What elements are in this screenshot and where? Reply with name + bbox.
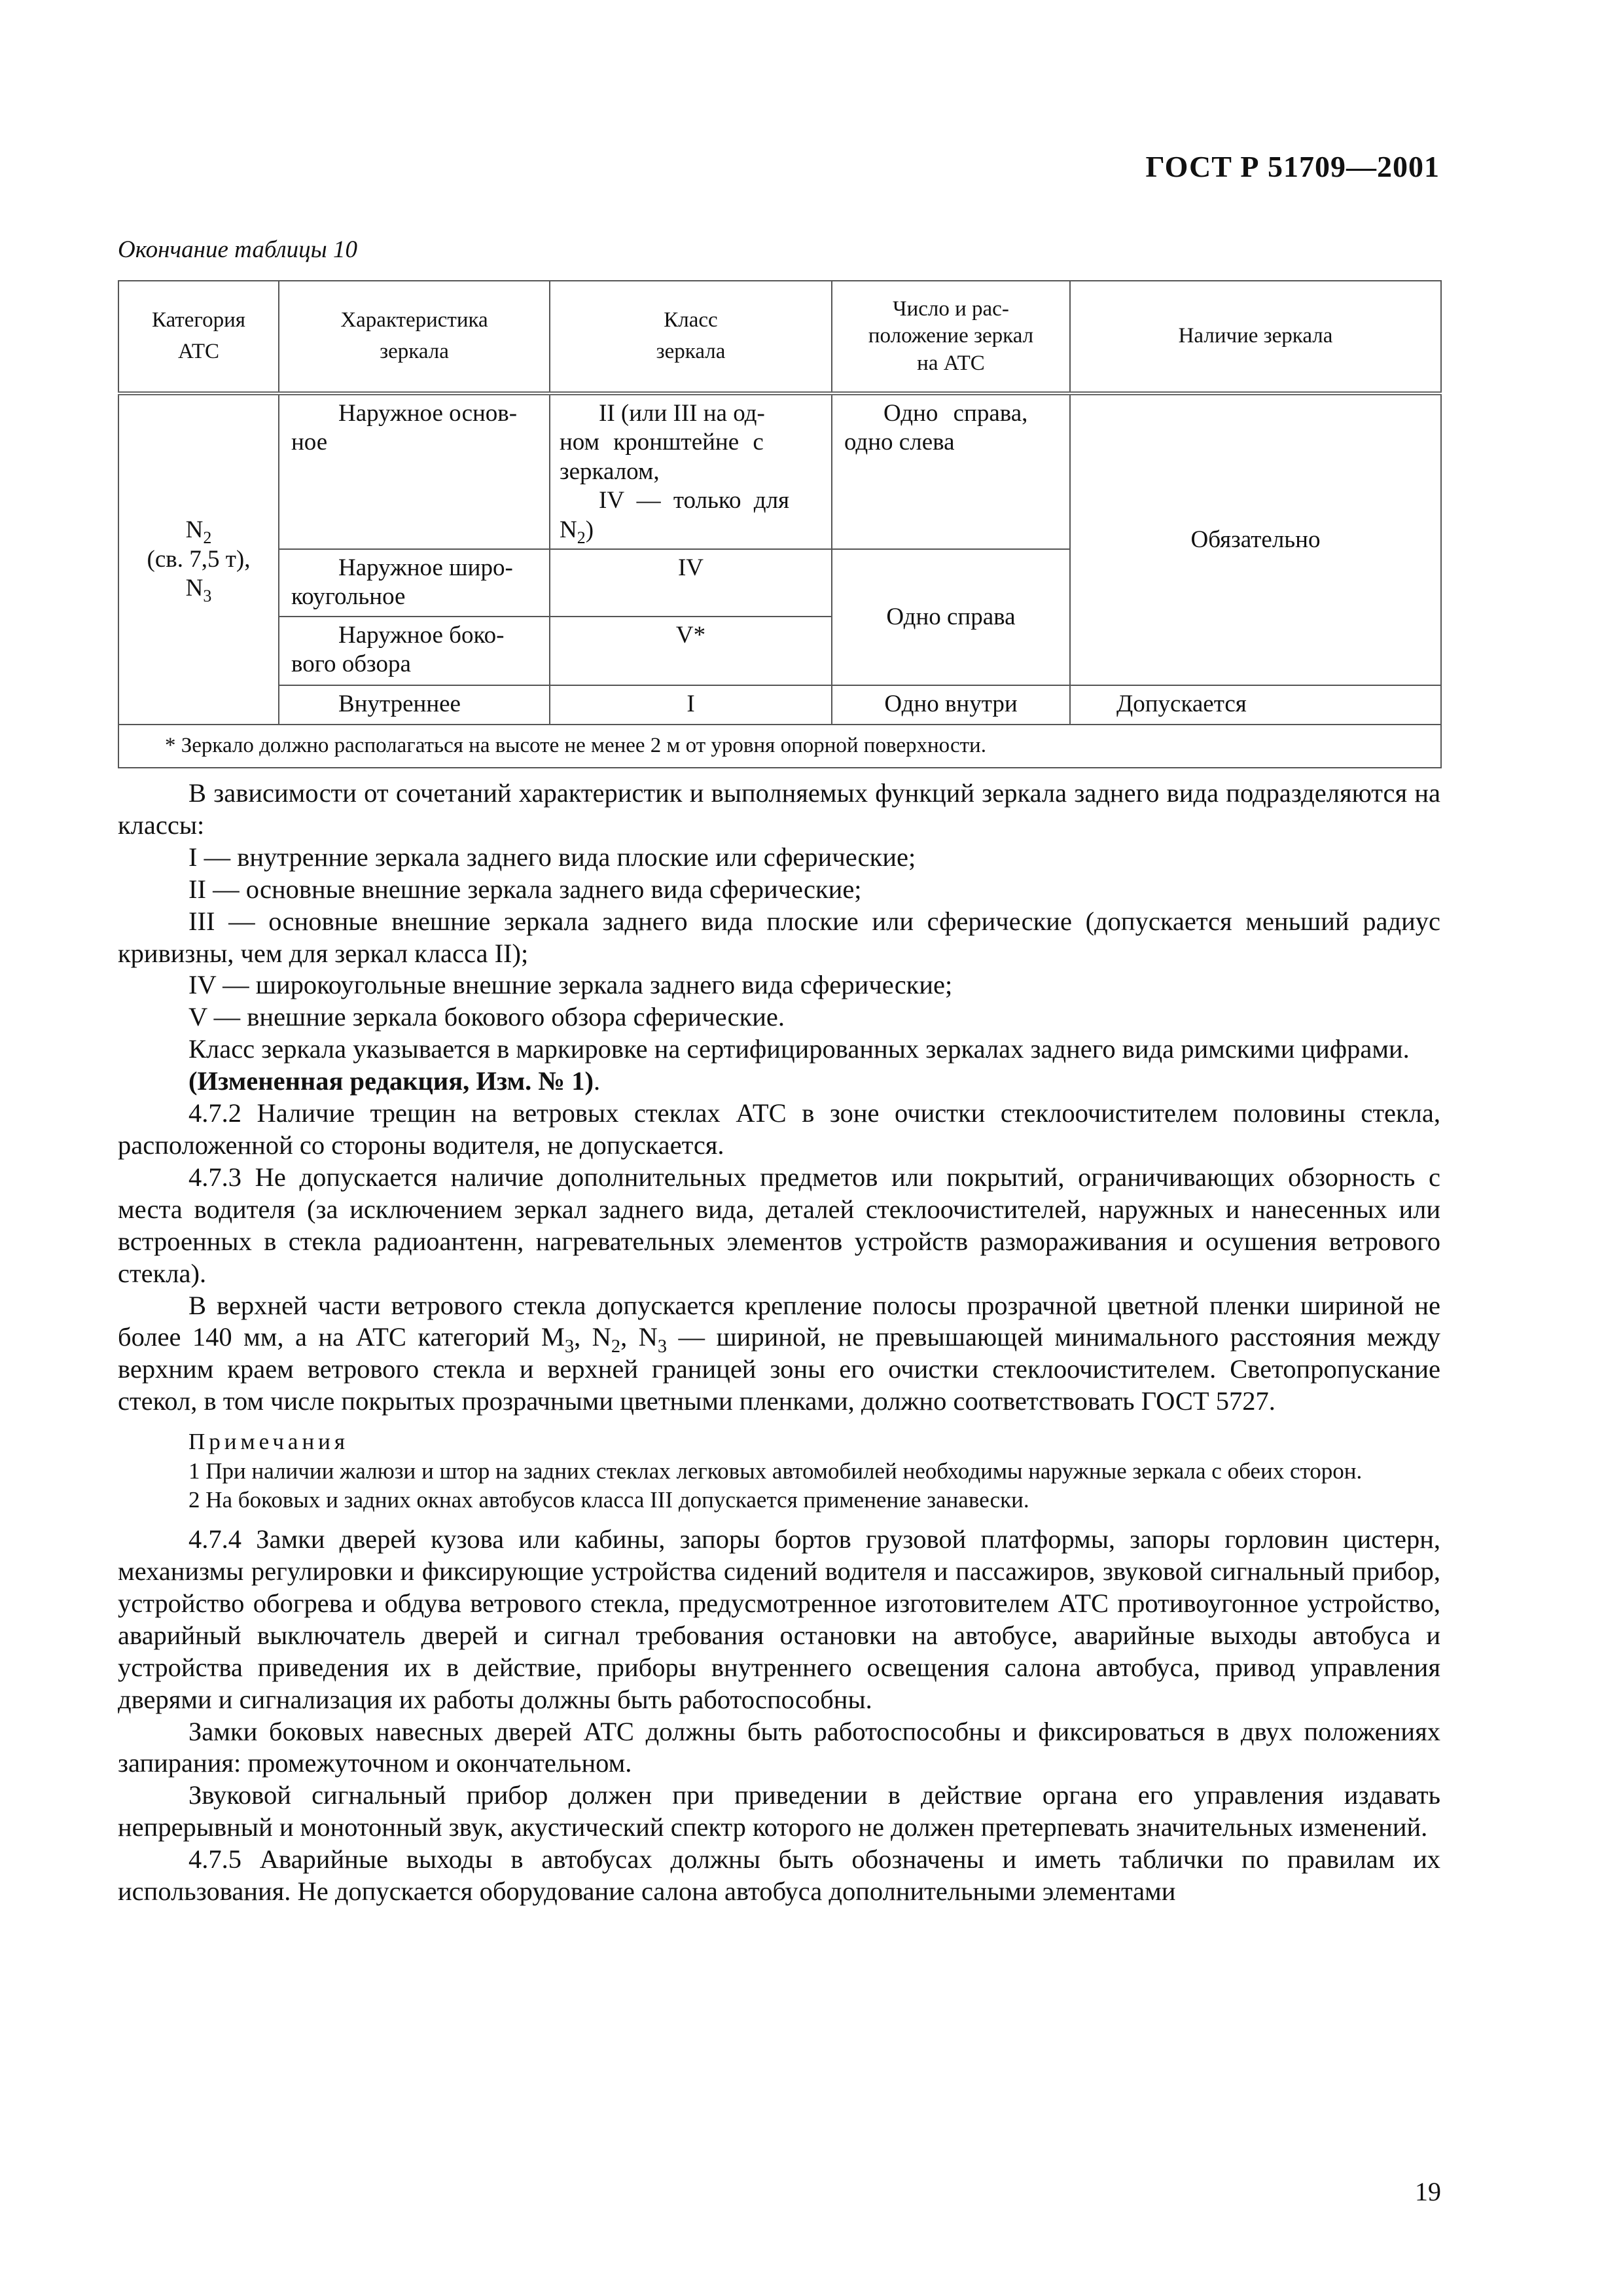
mirrors-table bbox=[118, 280, 1442, 768]
number-cell: Одно справа, одно слева bbox=[832, 393, 1070, 549]
section-4-7-2: 4.7.2 Наличие трещин на ветровых стеклах АТС в зоне очистки стеклоочистителем половины стекла, расположенной со стороны водителя, не допускается. bbox=[118, 1098, 1440, 1160]
characteristic-cell: Наружное основ- ное bbox=[279, 393, 550, 549]
body-text bbox=[118, 778, 1440, 1908]
paragraph: Класс зеркала указывается в маркировке на сертифицированных зеркалах заднего вида римскими цифрами. bbox=[188, 1034, 1410, 1064]
class-list-item: III — основные внешние зеркала заднего вида плоские или сферические (допускается меньший радиус кривизны, чем для зеркал класса II); bbox=[118, 906, 1440, 968]
class-list-item: II — основные внешние зеркала заднего вида сферические; bbox=[188, 874, 862, 904]
number-cell: Одно справа bbox=[832, 549, 1070, 685]
edit-note: (Измененная редакция, Изм. № 1). bbox=[188, 1066, 601, 1096]
paragraph: Замки боковых навесных дверей АТС должны быть работоспособны и фиксироваться в двух положениях запирания: промежуточном и окончательном. bbox=[118, 1716, 1440, 1778]
class-cell: IV bbox=[550, 549, 832, 617]
class-cell: II (или III на од- ном кронштейне с зеркалом, IV — только для $N_2$) bbox=[550, 393, 832, 549]
page-number: 19 bbox=[1415, 2177, 1441, 2206]
note-item: 1 При наличии жалюзи и штор на задних стеклах легковых автомобилей необходимы наружные зеркала с обеих сторон. bbox=[188, 1458, 1363, 1484]
presence-cell: Допускается bbox=[1070, 685, 1441, 725]
characteristic-cell: Наружное боко- вого обзора bbox=[279, 617, 550, 685]
number-cell: Одно внутри bbox=[832, 685, 1070, 725]
paragraph: Звуковой сигнальный прибор должен при приведении в действие органа его управления издавать непрерывный и монотонный звук, акустический спектр которого не должен претерпевать значительных изменений. bbox=[118, 1780, 1440, 1842]
document-code: ГОСТ Р 51709—2001 bbox=[1145, 150, 1440, 183]
table-header-row bbox=[118, 281, 1441, 393]
table-caption: Окончание таблицы 10 bbox=[118, 236, 357, 263]
table-footnote: * Зеркало должно располагаться на высоте не менее 2 м от уровня опорной поверхности. bbox=[118, 725, 1441, 768]
section-4-7-4: 4.7.4 Замки дверей кузова или кабины, запоры бортов грузовой платформы, запоры горловин цистерн, механизмы регулировки и фиксирующие устройства сидений водителя и пассажиров, звуковой сигнальный прибор, устройство обогрева и обдува ветрового стекла, предусмотренное изготовителем АТС противоугонное устройство, аварийный выключатель дверей и сигнал требования остановки на автобусе, аварийные выходы автобуса и устройства приведения их в действие, приборы внутреннего освещения салона автобуса, привод управления дверями и сигнализация их работы должны быть работоспособны. bbox=[118, 1524, 1440, 1714]
section-4-7-3: 4.7.3 Не допускается наличие дополнительных предметов или покрытий, ограничивающих обзорность с места водителя (за исключением зеркал заднего вида, деталей стеклоочистителей, наружных и нанесенных или встроенных в стекла радиоантенн, нагревательных элементов устройств размораживания и осушения ветрового стекла). bbox=[118, 1162, 1440, 1288]
header-class: Класс зеркала bbox=[550, 281, 832, 393]
class-list-item: IV — широкоугольные внешние зеркала заднего вида сферические; bbox=[188, 970, 953, 1000]
class-cell: I bbox=[550, 685, 832, 725]
paragraph: В верхней части ветрового стекла допускается крепление полосы прозрачной цветной пленки шириной не более 140 мм, а на АТС категорий $M_3$, $N_2$, $N_3$ — шириной, не превышающей минимального расстояния между верхним краем ветрового стекла и верхней границей зоны его очистки стеклоочистителем. Светопропускание стекол, в том числе покрытых прозрачными цветными пленками, должно соответствовать ГОСТ 5727. bbox=[118, 1290, 1441, 1416]
class-cell: V* bbox=[550, 617, 832, 685]
characteristic-cell: Наружное широ- коугольное bbox=[279, 549, 550, 617]
class-list-item: I — внутренние зеркала заднего вида плоские или сферические; bbox=[188, 842, 916, 872]
notes-title: Примечания bbox=[188, 1429, 349, 1455]
section-4-7-5: 4.7.5 Аварийные выходы в автобусах должны быть обозначены и иметь таблички по правилам их использования. Не допускается оборудование салона автобуса дополнительными элементами bbox=[118, 1844, 1440, 1907]
presence-cell: Обязательно bbox=[1070, 393, 1441, 685]
characteristic-cell: Внутреннее bbox=[279, 685, 550, 725]
header-characteristic: Характеристика зеркала bbox=[279, 281, 550, 393]
header-category: Категория АТС bbox=[118, 281, 279, 393]
category-cell: $N_2$ (св. 7,5 т), $N_3$ bbox=[118, 393, 279, 725]
table-row bbox=[118, 685, 1441, 725]
header-number: Число и рас- положение зеркал на АТС bbox=[832, 281, 1070, 393]
note-item: 2 На боковых и задних окнах автобусов класса III допускается применение занавески. bbox=[188, 1487, 1029, 1513]
class-list-item: V — внешние зеркала бокового обзора сферические. bbox=[188, 1002, 785, 1032]
table-footnote-row bbox=[118, 725, 1441, 768]
table-row bbox=[118, 393, 1441, 549]
header-presence: Наличие зеркала bbox=[1070, 281, 1441, 393]
paragraph: В зависимости от сочетаний характеристик и выполняемых функций зеркала заднего вида подразделяются на классы: bbox=[118, 778, 1440, 840]
